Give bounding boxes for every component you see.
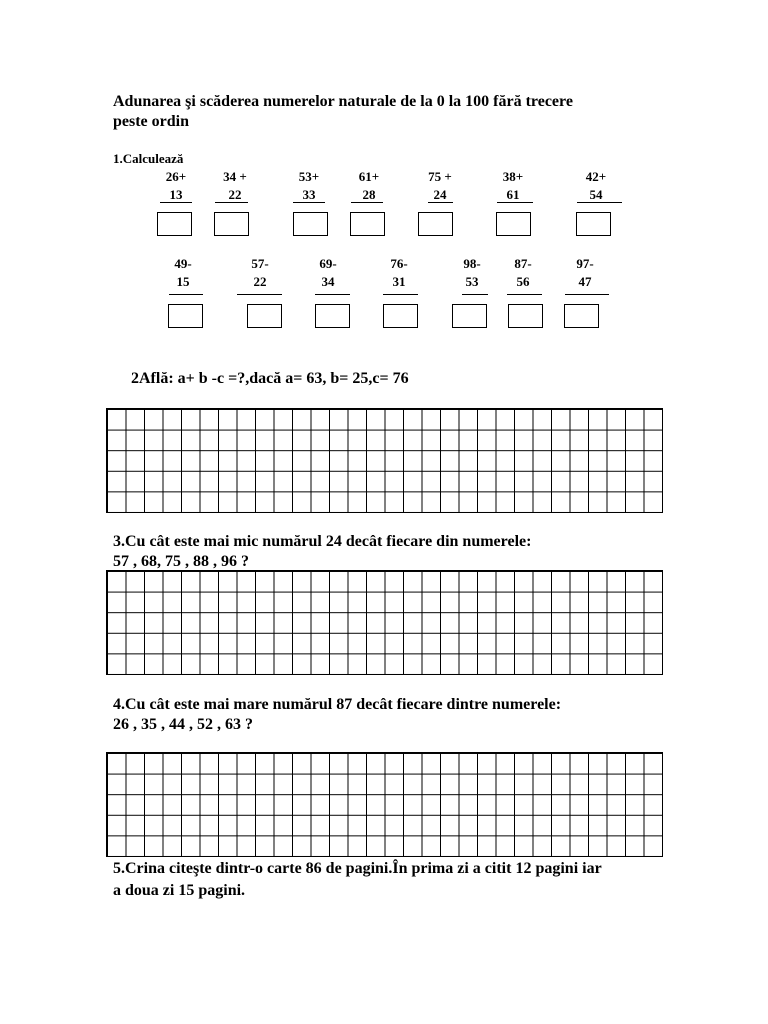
operand-bottom: 13 xyxy=(169,187,183,202)
result-line xyxy=(497,202,533,203)
result-line xyxy=(351,202,383,203)
operand-top: 42+ xyxy=(585,169,607,184)
result-line xyxy=(315,294,350,295)
operand-top: 61+ xyxy=(358,169,380,184)
answer-box[interactable] xyxy=(315,304,350,328)
answer-box[interactable] xyxy=(157,212,192,236)
exercise-1-heading: 1.Calculează xyxy=(113,151,184,166)
operand-bottom: 33 xyxy=(302,187,316,202)
answer-box[interactable] xyxy=(564,304,599,328)
operand-bottom: 22 xyxy=(228,187,242,202)
answer-box[interactable] xyxy=(496,212,531,236)
result-line xyxy=(507,294,542,295)
worksheet-title-line1: Adunarea şi scăderea numerelor naturale de la 0 la 100 fără trecere xyxy=(113,93,573,110)
exercise-3-answer-grid[interactable] xyxy=(106,570,663,675)
operand-top: 53+ xyxy=(298,169,320,184)
operand-bottom: 53 xyxy=(465,274,479,289)
result-line xyxy=(169,294,203,295)
exercise-4-line1: 4.Cu cât este mai mare numărul 87 decât fiecare dintre numerele: xyxy=(113,696,562,713)
answer-box[interactable] xyxy=(350,212,385,236)
answer-box[interactable] xyxy=(168,304,203,328)
operand-top: 69- xyxy=(319,256,337,271)
operand-top: 57- xyxy=(251,256,269,271)
result-line xyxy=(428,202,453,203)
operand-bottom: 56 xyxy=(516,274,530,289)
operand-bottom: 15 xyxy=(176,274,190,289)
result-line xyxy=(383,294,418,295)
answer-box[interactable] xyxy=(247,304,282,328)
operand-top: 34 + xyxy=(223,169,247,184)
exercise-3-line2: 57 , 68, 75 , 88 , 96 ? xyxy=(113,553,249,570)
result-line xyxy=(237,294,282,295)
exercise-2-answer-grid[interactable] xyxy=(106,408,663,513)
result-line xyxy=(160,202,192,203)
operand-bottom: 61 xyxy=(506,187,520,202)
exercise-3-line1: 3.Cu cât este mai mic numărul 24 decât fiecare din numerele: xyxy=(113,533,532,550)
operand-top: 38+ xyxy=(502,169,524,184)
operand-bottom: 47 xyxy=(578,274,592,289)
answer-box[interactable] xyxy=(383,304,418,328)
answer-box[interactable] xyxy=(508,304,543,328)
operand-top: 26+ xyxy=(165,169,187,184)
exercise-5-line1: 5.Crina citeşte dintr-o carte 86 de pagini.În prima zi a citit 12 pagini iar xyxy=(113,860,602,877)
operand-top: 76- xyxy=(390,256,408,271)
exercise-4-answer-grid[interactable] xyxy=(106,752,663,857)
exercise-4-line2: 26 , 35 , 44 , 52 , 63 ? xyxy=(113,716,253,733)
answer-box[interactable] xyxy=(452,304,487,328)
result-line xyxy=(293,202,325,203)
exercise-2-text: 2Află: a+ b -c =?,dacă a= 63, b= 25,c= 76 xyxy=(131,370,409,387)
worksheet-title-line2: peste ordin xyxy=(113,113,189,130)
operand-bottom: 28 xyxy=(362,187,376,202)
result-line xyxy=(215,202,248,203)
operand-bottom: 31 xyxy=(392,274,406,289)
result-line xyxy=(462,294,488,295)
operand-top: 49- xyxy=(174,256,192,271)
operand-top: 87- xyxy=(514,256,532,271)
answer-box[interactable] xyxy=(418,212,453,236)
result-line xyxy=(577,202,622,203)
operand-bottom: 34 xyxy=(321,274,335,289)
exercise-5-line2: a doua zi 15 pagini. xyxy=(113,882,246,899)
operand-bottom: 54 xyxy=(589,187,603,202)
operand-top: 75 + xyxy=(428,169,452,184)
operand-top: 98- xyxy=(463,256,481,271)
operand-bottom: 22 xyxy=(253,274,267,289)
operand-top: 97- xyxy=(576,256,594,271)
answer-box[interactable] xyxy=(293,212,328,236)
operand-bottom: 24 xyxy=(433,187,447,202)
answer-box[interactable] xyxy=(214,212,249,236)
result-line xyxy=(565,294,609,295)
answer-box[interactable] xyxy=(576,212,611,236)
